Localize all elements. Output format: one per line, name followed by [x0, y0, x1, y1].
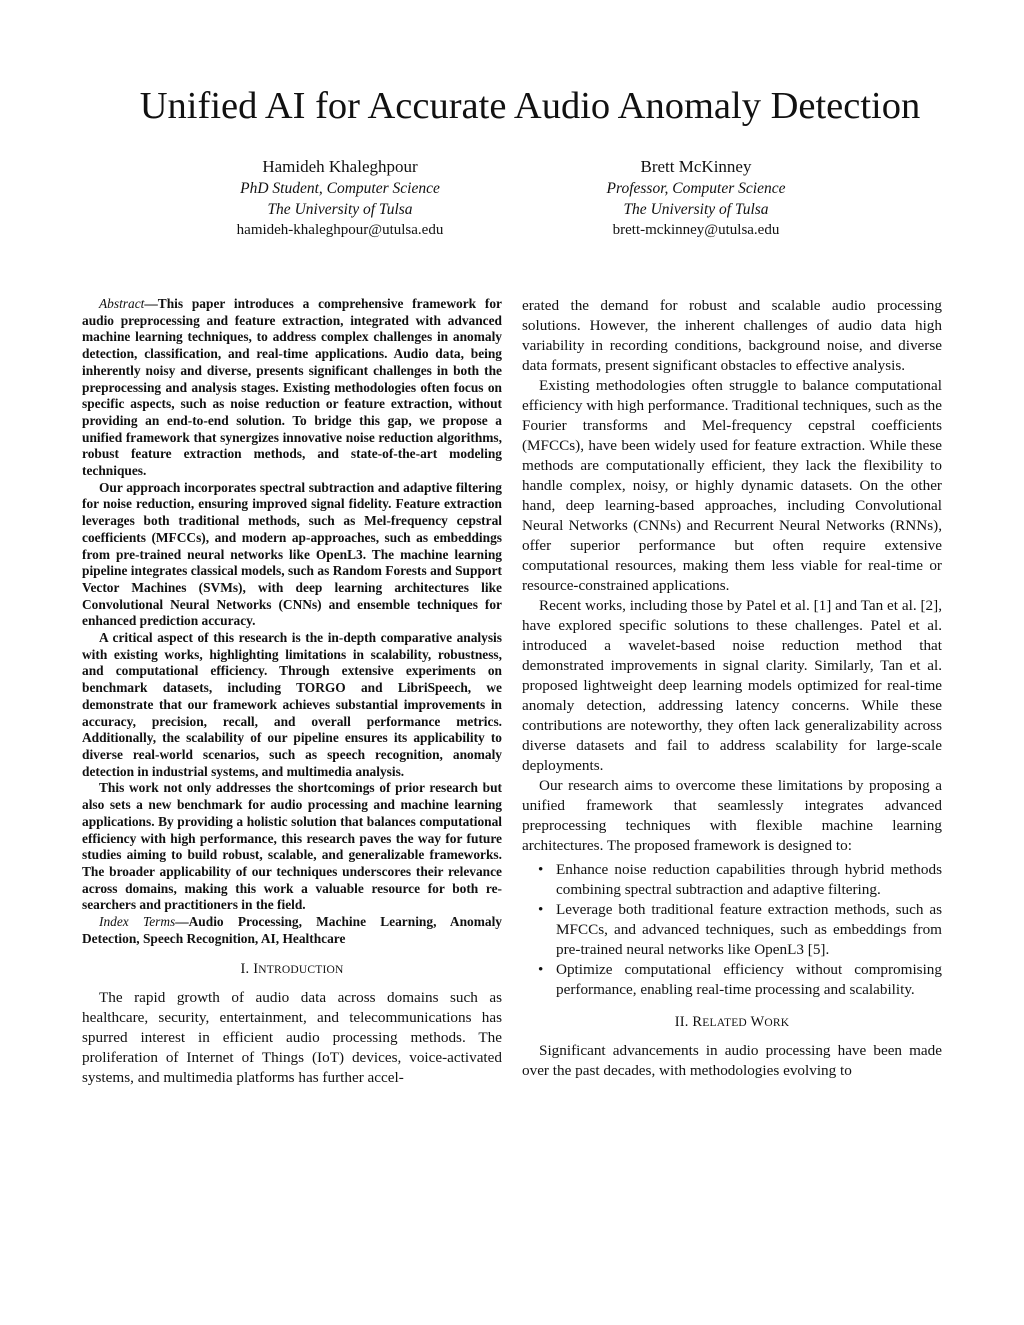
author-email: brett-mckinney@utulsa.edu — [612, 222, 780, 238]
list-item: • Leverage both traditional feature extraction methods, such as MFCCs, and advanced techniques, such as embeddings from pre-trained neural networks like OpenL3 [5]. — [538, 901, 942, 958]
intro-paragraph: Existing methodologies often struggle to balance computational efficiency with high performance. Traditional techniques, such as the Fourier transforms and Mel-frequency cepstral coefficients (MFCCs), have been widely used for feature extraction. While these methods are computationally efficient, they lack the flexibility to handle complex, noisy, or highly dynamic datasets. On the other hand, deep learning-based approaches, including Convolutional Neural Networks (CNNs) and Recurrent Neural Networks (RNNs), offer superior performance but often require extensive computational resources, making them less viable for real-time or resource-constrained applications. — [522, 377, 942, 594]
section-heading-related-work: II. RELATED WORK — [674, 1014, 790, 1030]
author-name: Brett McKinney — [640, 157, 752, 176]
author-institution: The University of Tulsa — [623, 201, 769, 218]
bullet-icon: • — [538, 861, 544, 878]
author-email: hamideh-khaleghpour@utulsa.edu — [236, 222, 444, 238]
list-item: • Optimize computational efficiency without compromising performance, enabling real-time processing and scalability. — [538, 961, 942, 998]
intro-paragraph: The rapid growth of audio data across domains such as healthcare, security, entertainment, and telecommunications has spurred interest in efficient audio processing methods. The proliferation of Internet of Things (IoT) devices, voice-activated systems, and multimedia platforms has further accel- — [82, 989, 502, 1087]
intro-paragraph: Our research aims to overcome these limitations by proposing a unified framework that seamlessly integrates advanced preprocessing techniques with flexible machine learning architectures. The proposed framework is designed to: — [522, 777, 942, 854]
abstract-paragraph: Abstract—This paper introduces a comprehensive framework for audio preprocessing and feature extraction, integrated with advanced machine learning techniques, to address complex challenges in anomaly detection, classification, and real-time applications. Audio data, being inherently noisy and diverse, presents significant challenges in both the preprocessing and analysis stages. Existing methodologies often focus on specific aspects, such as noise reduction or feature extraction, without providing an end-to-end solution. To bridge this gap, we propose a unified framework that synergizes innovative noise reduction algorithms, robust feature extraction methods, and state-of-the-art modeling techniques. — [82, 296, 502, 479]
intro-paragraph: erated the demand for robust and scalable audio processing solutions. However, the inherent challenges of audio data high variability in recording conditions, background noise, and diverse data formats, present significant obstacles to effective analysis. — [522, 297, 942, 374]
abstract-paragraph: This work not only addresses the shortcomings of prior research but also sets a new benchmark for audio processing and machine learning applications. By providing a holistic solution that balances computational efficiency with high performance, this research paves the way for future studies aiming to build robust, scalable, and generalizable frameworks. The broader applicability of our techniques underscores their relevance across domains, making this work a valuable resource for both re-searchers and practitioners in the field. — [82, 780, 502, 913]
author-name: Hamideh Khaleghpour — [262, 157, 418, 176]
right-column — [522, 296, 942, 1081]
author-block-2 — [546, 156, 846, 241]
index-terms: Index Terms—Audio Processing, Machine Learning, Anomaly Detection, Speech Recognition, AI, Healthcare — [82, 914, 502, 946]
abstract-paragraph: Our approach incorporates spectral subtraction and adaptive filtering for noise reduction, ensuring improved signal fidelity. Feature extraction leverages both traditional methods, such as Mel-frequency cepstral coefficients (MFCCs), and modern ap-approaches, such as embeddings from pre-trained neural networks like OpenL3. The machine learning pipeline integrates classical models, such as Random Forests and Support Vector Machines (SVMs), with deep learning architectures like Convolutional Neural Networks (CNNs) and ensemble techniques for enhanced prediction accuracy. — [82, 479, 502, 629]
intro-paragraph: Recent works, including those by Patel et al. [1] and Tan et al. [2], have explored specific solutions to these challenges. Patel et al. introduced a wavelet-based noise reduction method that demonstrated improvements in signal clarity. Similarly, Tan et al. proposed lightweight deep learning models optimized for real-time anomaly detection, addressing latency concerns. While these contributions are noteworthy, they often lack generalizability across diverse datasets and fail to address scalability for large-scale deployments. — [522, 597, 942, 774]
bullet-icon: • — [538, 901, 544, 918]
objectives-list — [522, 860, 942, 1000]
author-position: Professor, Computer Science — [606, 180, 786, 197]
index-terms-label: Index Terms — [99, 914, 176, 930]
list-item: • Enhance noise reduction capabilities through hybrid methods combining spectral subtraction and adaptive filtering. — [538, 861, 942, 898]
author-position: PhD Student, Computer Science — [240, 180, 440, 197]
section-heading-introduction: I. INTRODUCTION — [240, 961, 344, 978]
abstract-paragraph: A critical aspect of this research is the in-depth comparative analysis with existing works, highlighting limitations in scalability, robustness, and computational efficiency. Through extensive experiments on benchmark datasets, including TORGO and LibriSpeech, we demonstrate that our framework achieves substantial improvements in accuracy, precision, recall, and overall performance metrics. Additionally, the scalability of our pipeline ensures its applicability to diverse real-world scenarios, such as speech recognition, anomaly detection in industrial systems, and multimedia analysis. — [82, 630, 502, 779]
author-block-1 — [190, 156, 490, 241]
author-institution: The University of Tulsa — [267, 201, 413, 218]
related-paragraph: Significant advancements in audio processing have been made over the past decades, with methodologies evolving to — [522, 1042, 942, 1079]
left-column — [82, 296, 502, 1088]
abstract-label: Abstract — [99, 296, 145, 311]
bullet-icon: • — [538, 961, 544, 978]
paper-title: Unified AI for Accurate Audio Anomaly Detection — [139, 85, 921, 127]
